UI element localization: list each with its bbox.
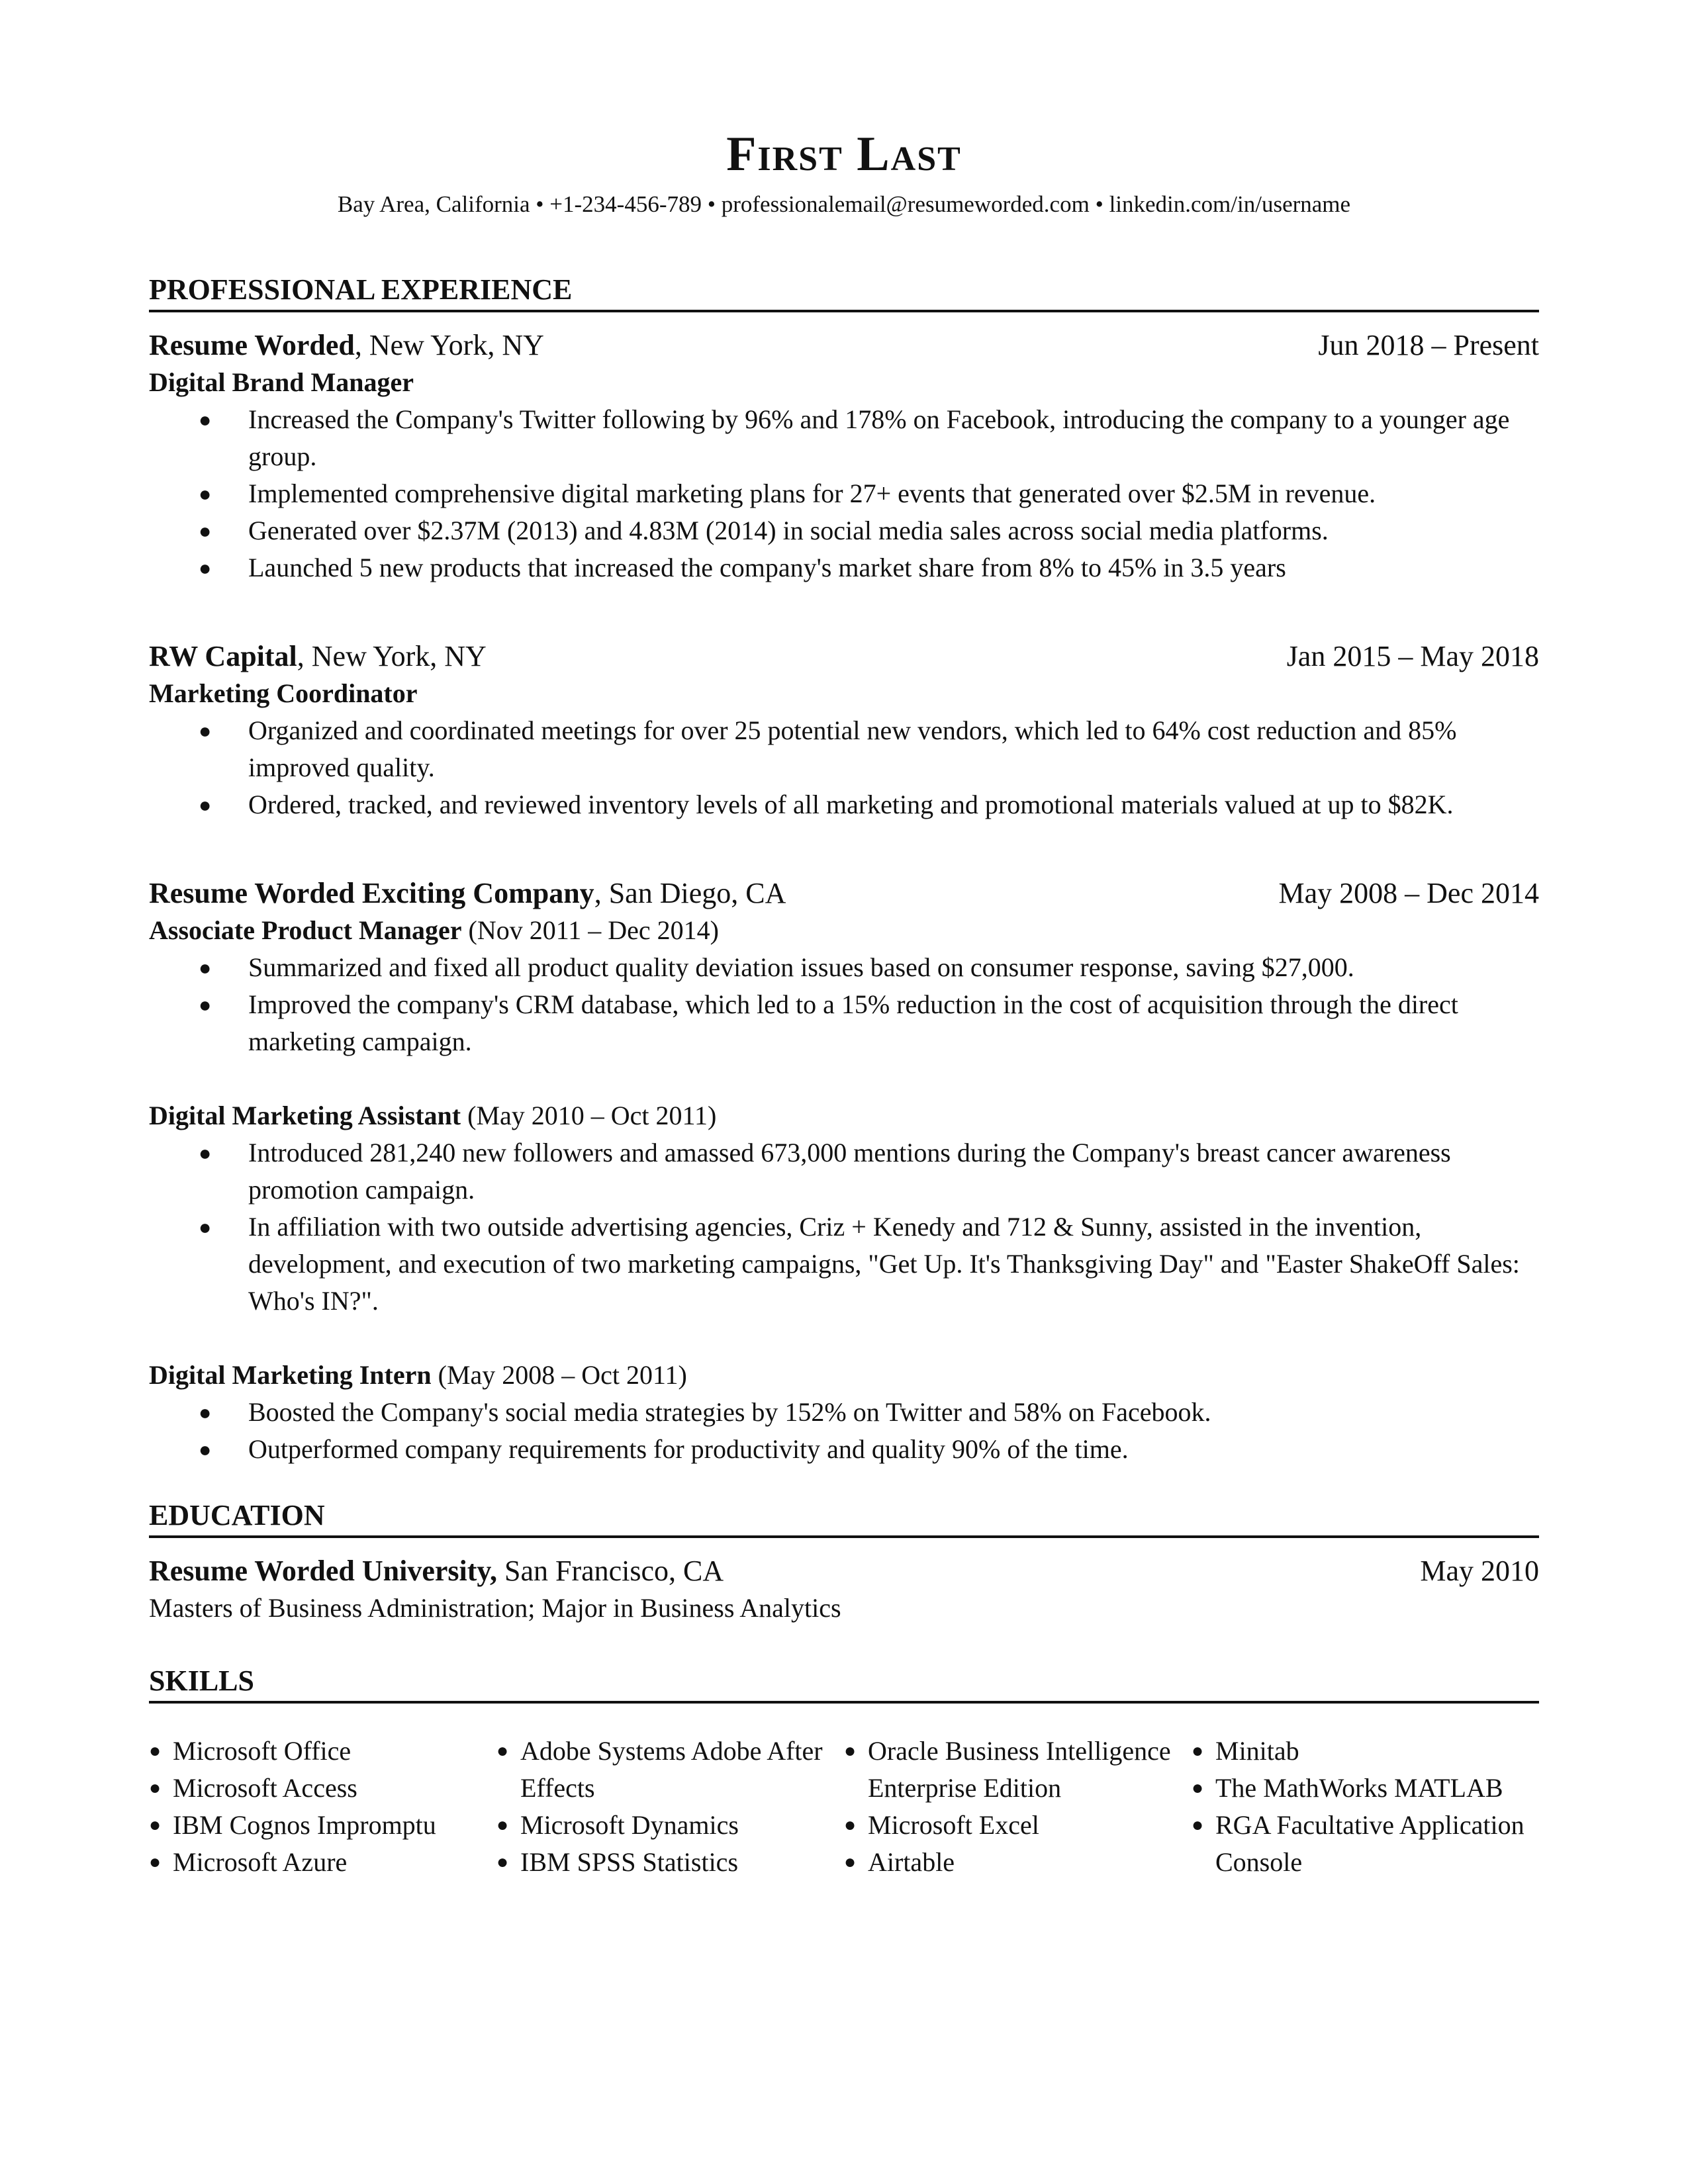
job-entry [149, 638, 1539, 823]
candidate-name: First Last [726, 127, 962, 181]
school-location: San Francisco, CA [496, 1555, 724, 1587]
skill-item: ● RGA Facultative Application Console [1192, 1807, 1539, 1881]
job-dates: May 2008 – Dec 2014 [1278, 877, 1539, 909]
role-period: (May 2008 – Oct 2011) [431, 1360, 687, 1390]
bullet-item: ● Launched 5 new products that increased the company's market share from 8% to 45% in 3.5 years [149, 549, 1539, 586]
skill-item: ● Oracle Business Intelligence Enterprise Edition [844, 1733, 1192, 1807]
job-header [149, 875, 1539, 912]
skills-column [149, 1733, 496, 1881]
bullet-item: ● Introduced 281,240 new followers and amassed 673,000 mentions during the Company's breast cancer awareness promotion campaign. [149, 1134, 1539, 1208]
education-date: May 2010 [1420, 1555, 1539, 1587]
job-role: Digital Marketing Assistant [149, 1101, 461, 1130]
job-role: Digital Marketing Intern [149, 1360, 432, 1390]
skills-column [1192, 1733, 1539, 1881]
job-role: Marketing Coordinator [149, 678, 418, 708]
bullet-item: ● Increased the Company's Twitter following by 96% and 178% on Facebook, introducing the company to a younger age group. [149, 401, 1539, 475]
company-name: Resume Worded [149, 329, 355, 361]
bullet-list [149, 712, 1539, 823]
job-role: Digital Brand Manager [149, 367, 414, 397]
company-location: , New York, NY [354, 329, 544, 361]
role-period: (May 2010 – Oct 2011) [461, 1101, 717, 1130]
skill-item: ● Microsoft Excel [844, 1807, 1192, 1844]
job-entry [149, 327, 1539, 586]
skill-item: ● Airtable [844, 1844, 1192, 1881]
bullet-item: ● Outperformed company requirements for productivity and quality 90% of the time. [149, 1431, 1539, 1468]
school-name: Resume Worded University, [149, 1555, 497, 1587]
bullet-item: ● Organized and coordinated meetings for over 25 potential new vendors, which led to 64% cost reduction and 85% improved quality. [149, 712, 1539, 786]
role-period: (Nov 2011 – Dec 2014) [461, 915, 719, 945]
role-line [149, 1097, 1539, 1134]
skill-item: ● Minitab [1192, 1733, 1539, 1770]
skill-item: ● Microsoft Office [149, 1733, 496, 1770]
bullet-list [149, 949, 1539, 1060]
bullet-item: ● Ordered, tracked, and reviewed inventory levels of all marketing and promotional materials valued at up to $82K. [149, 786, 1539, 823]
job-entry [149, 875, 1539, 1468]
company-name: RW Capital [149, 640, 297, 672]
skills-column [844, 1733, 1192, 1881]
bullet-list [149, 1134, 1539, 1320]
section-title-education: EDUCATION [149, 1497, 1539, 1538]
skill-item: ● IBM Cognos Impromptu [149, 1807, 496, 1844]
bullet-list [149, 1394, 1539, 1468]
job-dates: Jan 2015 – May 2018 [1286, 640, 1539, 672]
role-line [149, 912, 1539, 949]
company-line [149, 638, 487, 675]
resume-page [149, 126, 1539, 1881]
bullet-item: ● Boosted the Company's social media strategies by 152% on Twitter and 58% on Facebook. [149, 1394, 1539, 1431]
skill-item: ● Microsoft Azure [149, 1844, 496, 1881]
bullet-item: ● Implemented comprehensive digital marketing plans for 27+ events that generated over $2.5M in revenue. [149, 475, 1539, 512]
bullet-item: ● Generated over $2.37M (2013) and 4.83M (2014) in social media sales across social media platforms. [149, 512, 1539, 549]
skill-item: ● The MathWorks MATLAB [1192, 1770, 1539, 1807]
contact-line: Bay Area, California • +1-234-456-789 • professionalemail@resumeworded.com • linkedin.com/in/username [337, 191, 1351, 217]
company-name: Resume Worded Exciting Company [149, 877, 594, 909]
skill-item: ● Microsoft Access [149, 1770, 496, 1807]
section-title-experience: PROFESSIONAL EXPERIENCE [149, 271, 1539, 312]
skill-item: ● IBM SPSS Statistics [496, 1844, 844, 1881]
skill-item: ● Microsoft Dynamics [496, 1807, 844, 1844]
bullet-list [149, 401, 1539, 586]
company-location: , New York, NY [297, 640, 487, 672]
skills-grid [149, 1733, 1539, 1881]
section-title-skills: SKILLS [149, 1662, 1539, 1704]
skills-column [496, 1733, 844, 1881]
bullet-item: ● Improved the company's CRM database, which led to a 15% reduction in the cost of acquisition through the direct marketing campaign. [149, 986, 1539, 1060]
bullet-item: ● In affiliation with two outside advertising agencies, Criz + Kenedy and 712 & Sunny, assisted in the invention, development, and execution of two marketing campaigns, "Get Up. It's Thanksgiving Day" and "Easter ShakeOff Sales: Who's IN?". [149, 1208, 1539, 1320]
job-dates: Jun 2018 – Present [1318, 329, 1539, 361]
job-header [149, 638, 1539, 675]
role-line [149, 1357, 1539, 1394]
school-line [149, 1553, 724, 1590]
company-line [149, 327, 544, 364]
bullet-item: ● Summarized and fixed all product quality deviation issues based on consumer response, saving $27,000. [149, 949, 1539, 986]
skill-item: ● Adobe Systems Adobe After Effects [496, 1733, 844, 1807]
job-role: Associate Product Manager [149, 915, 462, 945]
education-header [149, 1553, 1539, 1590]
company-location: , San Diego, CA [594, 877, 786, 909]
degree: Masters of Business Administration; Major in Business Analytics [149, 1593, 841, 1623]
job-header [149, 327, 1539, 364]
company-line [149, 875, 786, 912]
